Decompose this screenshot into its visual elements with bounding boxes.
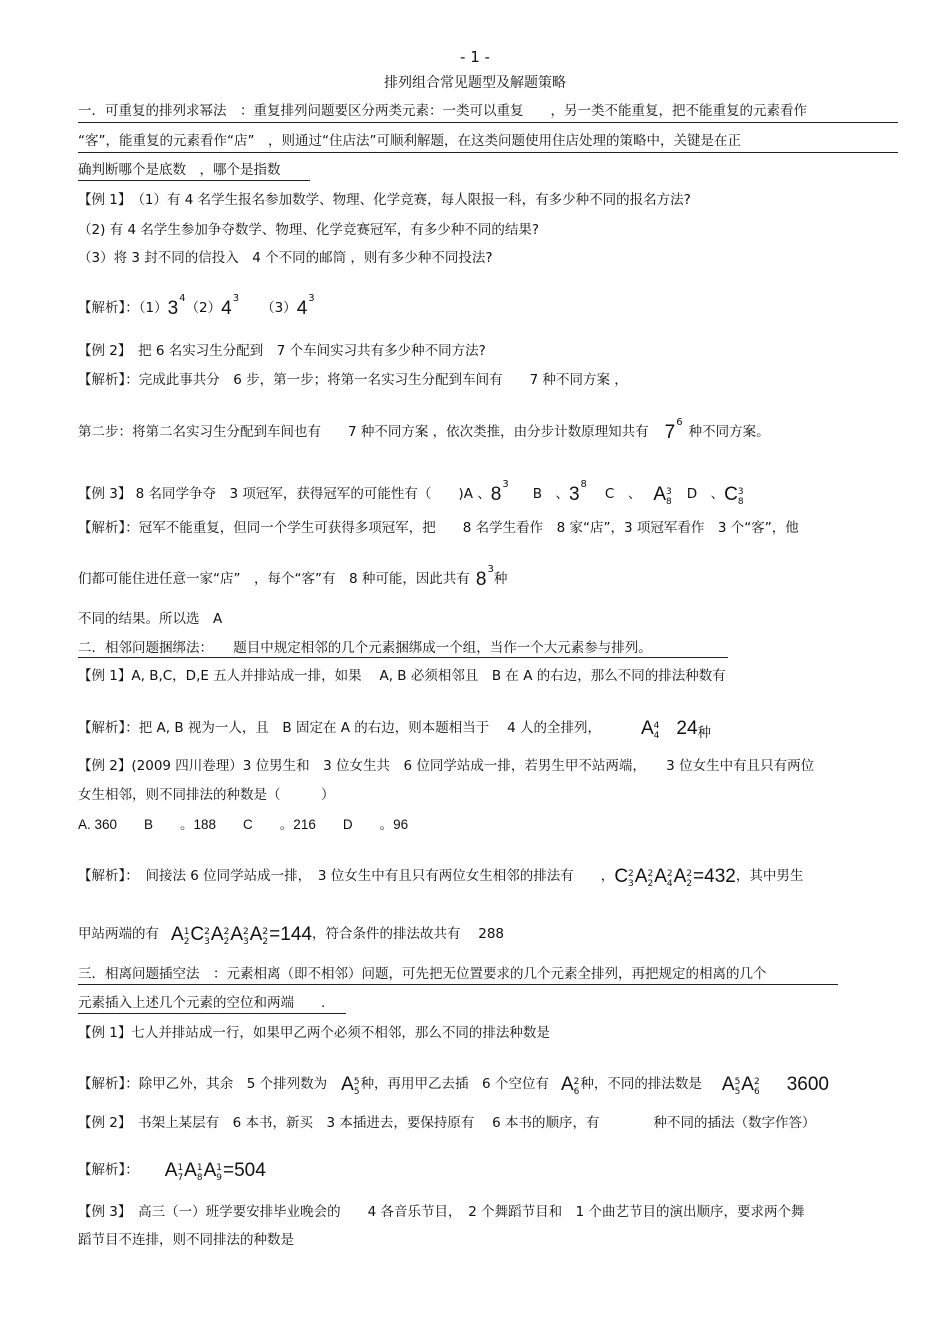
s1-solution-3-line-3: 不同的结果。所以选 A [78,611,223,627]
s2-example-2-options: A. 360 B 。188 C 。216 D 。96 [78,817,409,832]
s1-example-1-line-3: （3）将 3 封不同的信投入 4 个不同的邮筒 ，则有多少种不同投法? [78,250,493,266]
s3-example-3-line-1: 【例 3】 高三（一）班学要安排毕业晚会的 4 各音乐节目， 2 个舞蹈节目和 1 个曲艺节目的演出顺序，要求两个舞 [78,1204,805,1220]
section-1-heading-line-3: 确判断哪个是底数 ，哪个是指数 [78,162,281,178]
s3-example-3-line-2: 蹈节目不连排，则不同排法的种数是 [78,1232,294,1248]
s3-solution-2: 【解析】： A 1 7 A 1 8 A 1 9 =504 [78,1160,266,1183]
s3-solution-1: 【解析】：除甲乙外，其余 5 个排列数为 A 5 5 种，再用甲乙去插 6 个空位有 A 2 6 种，不同的排法数是 A 5 5 A 2 6 3600 [78,1074,829,1097]
s2-example-2-line-1: 【例 2】(2009 四川卷理）3 位男生和 3 位女生共 6 位同学站成一排，若男生甲不站两端， 3 位女生中有且只有两位 [78,758,815,774]
s2-example-2-line-2: 女生相邻，则不同排法的种数是（ ） [78,787,335,803]
underline [78,984,838,985]
s1-solution-2-line-2: 第二步：将第二名实习生分配到车间也有 7 种不同方案 ，依次类推，由分步计数原理知共有 $7^6$种不同方案。 [78,417,770,443]
s2-solution-1: 【解析】：把 A, B 视为一人，且 B 固定在 A 的右边，则本题相当于 4 人的全排列， A 4 4 24种 [78,718,712,741]
s1-solution-1: 【解析】：$(1)3^4(2)4^3(3)4^3$ [78,293,315,319]
section-2-heading: 二．相邻问题捆绑法： 题目中规定相邻的几个元素捆绑成一个组，当作一个大元素参与排列。 [78,640,652,656]
s2-solution-2-line-1: 【解析】： 间接法 6 位同学站成一排， 3 位女生中有且只有两位女生相邻的排法有 ，C 2 3 A 2 2 A 2 4 A 2 2 =432，其中男生 [78,866,804,889]
section-3-heading-line-1: 三．相离问题插空法 ：元素相离（即不相邻）问题，可先把无位置要求的几个元素全排列，再把规定的相离的几个 [78,966,767,982]
s1-solution-3-line-2: 们都可能住进任意一家“店” ，每个“客”有 8 种可能，因此共有 $8^3$种 [78,564,508,590]
s1-example-3: 【例 3】 8 名同学争夺 3 项冠军，获得冠军的可能性有（ )A 、$8^3B$ 、$3^8C$ 、 A 3 8 D 、C 3 8 [78,479,744,507]
s1-example-1-line-2: （2) 有 4 名学生参加争夺数学、物理、化学竞赛冠军，有多少种不同的结果? [78,222,539,238]
s1-example-1-line-1: 【例 1】 （1）有 4 名学生报名参加数学、物理、化学竞赛，每人限报一科，有多少种不同的报名方法? [78,192,691,208]
s1-solution-3-line-1: 【解析】：冠军不能重复，但同一个学生可获得多项冠军，把 8 名学生看作 8 家“店”，3 项冠军看作 3 个“客”，他 [78,520,799,536]
underline [78,180,310,181]
section-3-heading-line-2: 元素插入上述几个元素的空位和两端 . [78,995,326,1011]
s3-example-2: 【例 2】 书架上某层有 6 本书，新买 3 本插进去，要保持原有 6 本书的顺序，有 种不同的插法（数字作答） [78,1115,816,1131]
s2-example-1: 【例 1】A, B,C，D,E 五人并排站成一排，如果 A, B 必须相邻且 B 在 A 的右边，那么不同的排法种数有 [78,668,726,684]
section-1-heading-line-1: 一．可重复的排列求幂法 ：重复排列问题要区分两类元素：一类可以重复 ，另一类不能重复，把不能重复的元素看作 [78,103,807,119]
page-number: - 1 - [460,48,490,66]
section-1-heading-line-2: “客”，能重复的元素看作“店” ，则通过“住店法”可顺利解题，在这类问题使用住店处理的策略中，关键是在正 [78,133,741,149]
underline [78,657,728,658]
underline [78,1013,346,1014]
s2-solution-2-line-2: 甲站两端的有 A 1 2 C 2 3 A 2 2 A 2 3 A 2 2 =144，符合条件的排法故共有 288 [78,924,505,947]
underline [78,152,898,153]
s1-solution-2-line-1: 【解析】：完成此事共分 6 步，第一步；将第一名实习生分配到车间有 7 种不同方案 ， [78,372,628,388]
s3-example-1: 【例 1】七人并排站成一行，如果甲乙两个必须不相邻，那么不同的排法种数是 [78,1025,550,1041]
underline [78,122,898,123]
s1-example-2: 【例 2】 把 6 名实习生分配到 7 个车间实习共有多少种不同方法? [78,343,486,359]
page-title: 排列组合常见题型及解题策略 [384,75,566,91]
